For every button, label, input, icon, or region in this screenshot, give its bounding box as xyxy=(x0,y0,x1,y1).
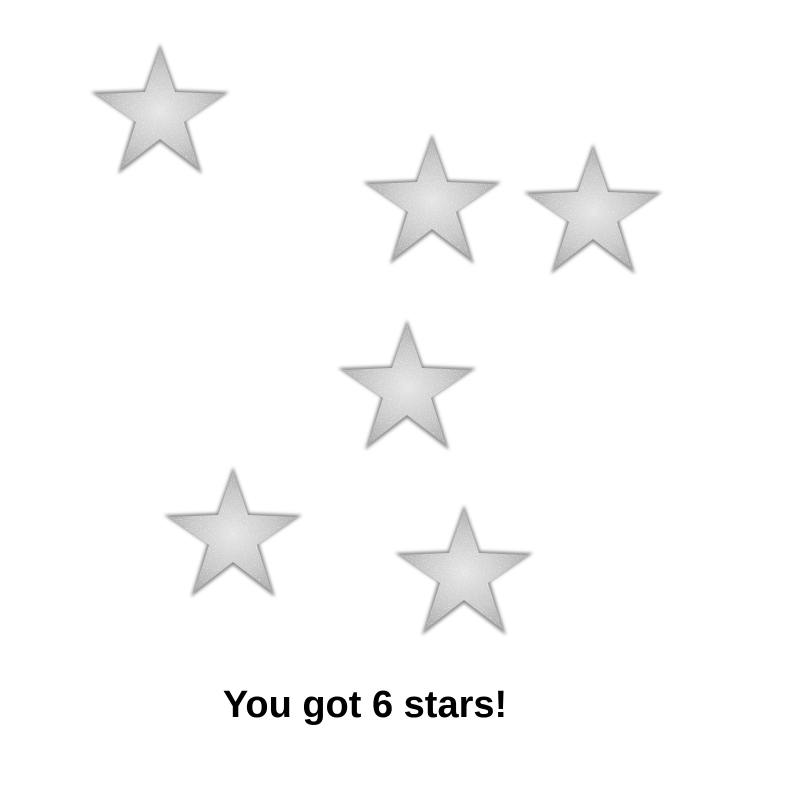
silver-star-icon xyxy=(393,503,535,639)
silver-star-icon xyxy=(522,142,664,278)
silver-star-icon xyxy=(162,465,304,601)
silver-star-icon xyxy=(336,318,478,454)
result-message: You got 6 stars! xyxy=(222,684,508,726)
silver-star-icon xyxy=(361,132,503,268)
silver-star-icon xyxy=(89,42,231,178)
